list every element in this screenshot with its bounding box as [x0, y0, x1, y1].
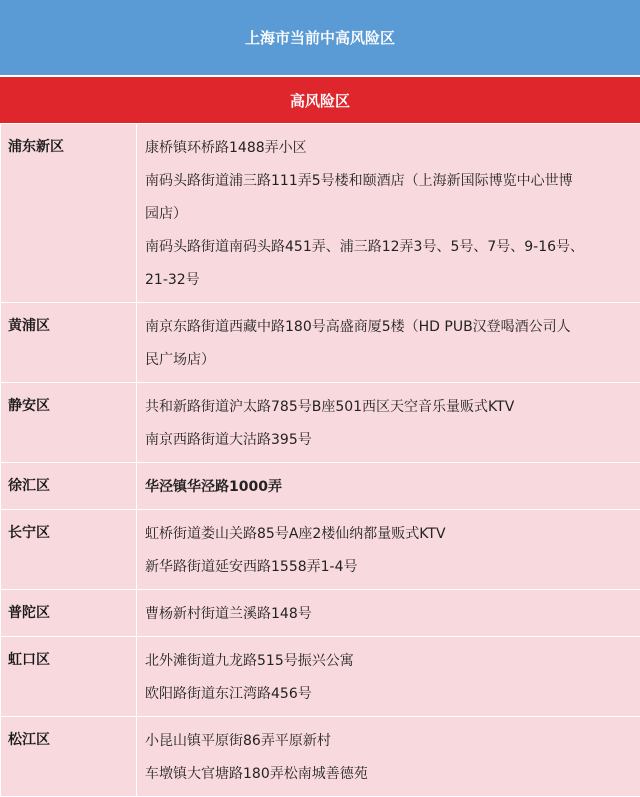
district-name: 徐汇区 — [1, 463, 137, 510]
address-line: 南码头路街道南码头路451弄、浦三路12弄3号、5号、7号、9-16号、 — [145, 231, 634, 264]
district-name: 虹口区 — [1, 637, 137, 717]
address-line: 虹桥街道娄山关路85号A座2楼仙纳都量贩式KTV — [145, 518, 634, 551]
address-line: 小昆山镇平原街86弄平原新村 — [145, 725, 634, 758]
table-row — [1, 303, 640, 383]
address-line: 车墩镇大官塘路180弄松南城善德苑 — [145, 758, 634, 791]
address-line: 21-32号 — [145, 264, 634, 297]
address-list — [137, 590, 640, 637]
address-line: 新华路街道延安西路1558弄1-4号 — [145, 551, 634, 584]
district-name: 浦东新区 — [1, 124, 137, 303]
table-row — [1, 637, 640, 717]
address-list — [137, 383, 640, 463]
address-line: 民广场店） — [145, 344, 634, 377]
address-list — [137, 717, 640, 797]
high-risk-area-table — [0, 123, 640, 797]
address-list — [137, 637, 640, 717]
address-list — [137, 303, 640, 383]
district-name: 黄浦区 — [1, 303, 137, 383]
address-line: 南京东路街道西藏中路180号高盛商厦5楼（HD PUB汉登喝酒公司人 — [145, 311, 634, 344]
address-list — [137, 463, 640, 510]
address-line: 园店） — [145, 198, 634, 231]
address-line: 欧阳路街道东江湾路456号 — [145, 678, 634, 711]
page-title: 上海市当前中高风险区 — [0, 0, 640, 76]
address-line: 康桥镇环桥路1488弄小区 — [145, 132, 634, 165]
address-line: 南码头路街道浦三路111弄5号楼和颐酒店（上海新国际博览中心世博 — [145, 165, 634, 198]
address-line: 共和新路街道沪太路785号B座501西区天空音乐量贩式KTV — [145, 391, 634, 424]
address-line: 曹杨新村街道兰溪路148号 — [145, 598, 634, 631]
table-row — [1, 463, 640, 510]
table-row — [1, 124, 640, 303]
section-header-high-risk: 高风险区 — [0, 77, 640, 123]
table-row — [1, 383, 640, 463]
district-name: 松江区 — [1, 717, 137, 797]
address-line: 华泾镇华泾路1000弄 — [145, 471, 634, 504]
district-name: 长宁区 — [1, 510, 137, 590]
address-list — [137, 510, 640, 590]
address-list — [137, 124, 640, 303]
district-name: 静安区 — [1, 383, 137, 463]
table-row — [1, 510, 640, 590]
district-name: 普陀区 — [1, 590, 137, 637]
address-line: 南京西路街道大沽路395号 — [145, 424, 634, 457]
table-row — [1, 717, 640, 797]
address-line: 北外滩街道九龙路515号振兴公寓 — [145, 645, 634, 678]
table-row — [1, 590, 640, 637]
